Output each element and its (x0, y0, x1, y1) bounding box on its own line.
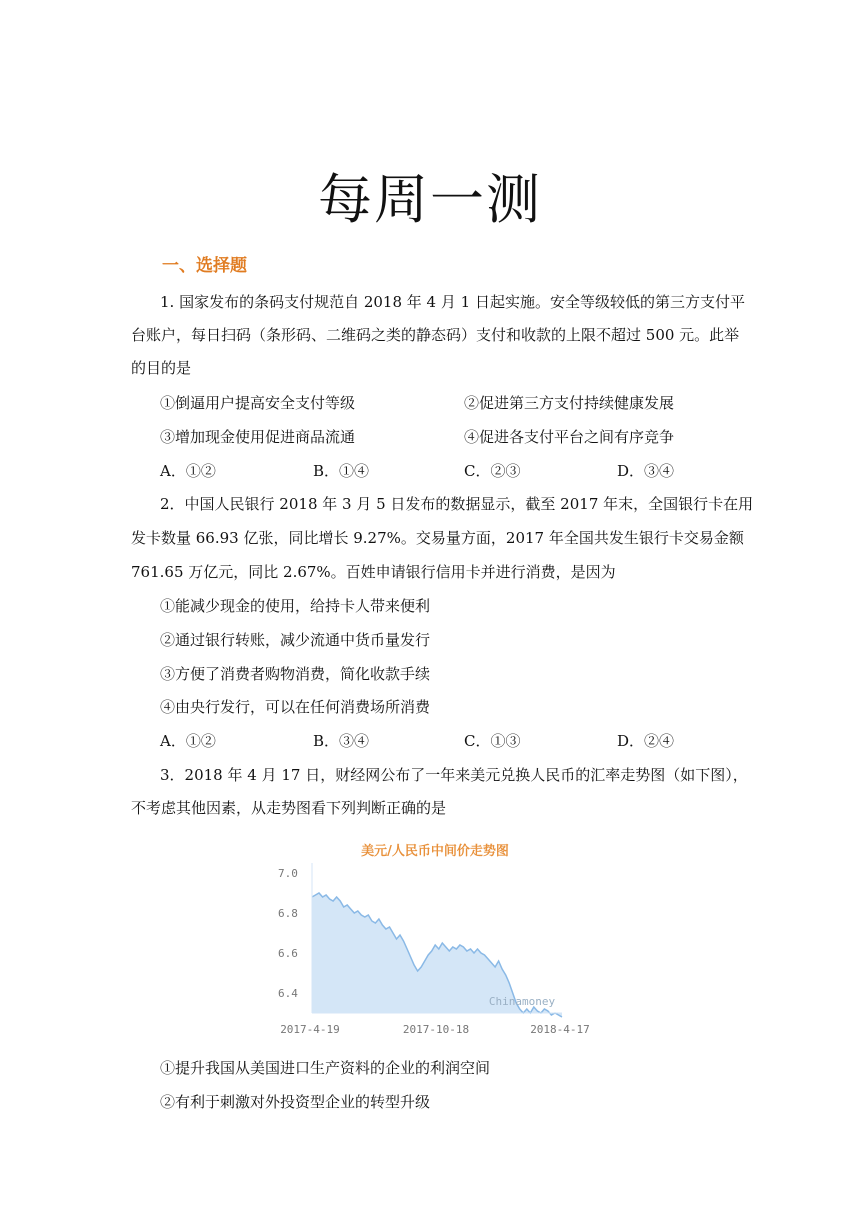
q3-statement-2: ②有利于刺激对外投资型企业的转型升级 (160, 1093, 431, 1111)
y-tick-label: 7.0 (278, 867, 298, 880)
x-tick-label: 2017-4-19 (280, 1023, 340, 1036)
chart-watermark: Chinamoney (488, 995, 556, 1008)
q2-option-b: B．③④ (313, 732, 370, 750)
chart-title: 美元/人民币中间价走势图 (361, 844, 509, 859)
q2-option-d: D．②④ (617, 732, 675, 750)
q3-line-2: 不考虑其他因素，从走势图看下列判断正确的是 (131, 799, 447, 817)
x-tick-label: 2017-10-18 (402, 1023, 470, 1036)
q1-statement-2: ②促进第三方支付持续健康发展 (464, 394, 675, 412)
q1-option-a: A．①② (160, 462, 216, 480)
q2-option-a: A．①② (160, 732, 216, 750)
q1-statement-1: ①倒逼用户提高安全支付等级 (160, 394, 356, 412)
exchange-rate-chart (270, 835, 600, 1040)
x-tick-label: 2018-4-17 (530, 1023, 590, 1036)
q2-statement-3: ③方便了消费者购物消费，简化收款手续 (160, 665, 431, 683)
q1-option-d: D．③④ (617, 462, 675, 480)
section-heading: 一、选择题 (162, 256, 247, 276)
page-title: 每周一测 (318, 168, 542, 231)
q1-line-3: 的目的是 (131, 359, 192, 377)
q2-option-c: C．①③ (464, 732, 521, 750)
y-tick-label: 6.6 (278, 947, 298, 960)
q1-line-2: 台账户，每日扫码（条形码、二维码之类的静态码）支付和收款的上限不超过 500 元。此举 (131, 326, 740, 344)
q2-line-1: 2．中国人民银行 2018 年 3 月 5 日发布的数据显示，截至 2017 年末，全国银行卡在用 (160, 495, 754, 513)
q2-line-2: 发卡数量 66.93 亿张，同比增长 9.27%。交易量方面，2017 年全国共发生银行卡交易金额 (131, 529, 744, 547)
q2-statement-1: ①能减少现金的使用，给持卡人带来便利 (160, 597, 431, 615)
q2-statement-4: ④由央行发行，可以在任何消费场所消费 (160, 698, 431, 716)
q1-statement-3: ③增加现金使用促进商品流通 (160, 428, 356, 446)
q2-line-3: 761.65 万亿元，同比 2.67%。百姓申请银行信用卡并进行消费，是因为 (131, 563, 616, 581)
q1-option-b: B．①④ (313, 462, 370, 480)
q3-line-1: 3．2018 年 4 月 17 日，财经网公布了一年来美元兑换人民币的汇率走势图（如下图）， (160, 766, 748, 784)
y-tick-label: 6.4 (278, 987, 298, 1000)
q1-statement-4: ④促进各支付平台之间有序竞争 (464, 428, 675, 446)
q1-line-1: 1. 国家发布的条码支付规范自 2018 年 4 月 1 日起实施。安全等级较低的第三方支付平 (160, 293, 745, 311)
q3-statement-1: ①提升我国从美国进口生产资料的企业的利润空间 (160, 1059, 491, 1077)
q2-statement-2: ②通过银行转账，减少流通中货币量发行 (160, 631, 431, 649)
y-tick-label: 6.8 (278, 907, 298, 920)
q1-option-c: C．②③ (464, 462, 521, 480)
